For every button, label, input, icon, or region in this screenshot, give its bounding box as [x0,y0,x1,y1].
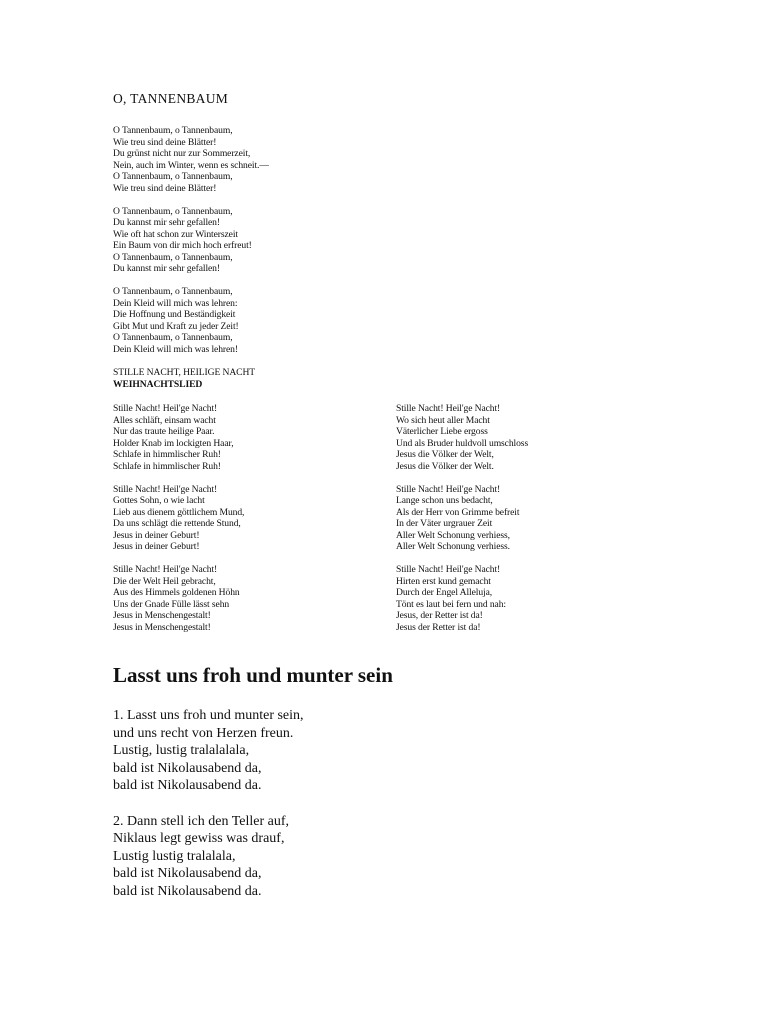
lyric-line: Du kannst mir sehr gefallen! [113,217,220,228]
lyric-line: und uns recht von Herzen freun. [113,725,294,741]
lyric-line: Stille Nacht! Heil'ge Nacht! [113,403,218,414]
lyric-line: Hirten erst kund gemacht [396,575,491,587]
lyric-line: Stille Nacht! Heil'ge Nacht! [396,564,501,575]
song-title-stille-nacht: STILLE NACHT, HEILIGE NACHT [113,367,256,378]
lyric-line: Durch der Engel Alleluja, [396,587,493,598]
lyric-line: Lieb aus dienem göttlichem Mund, [113,506,245,518]
lyric-line: Väterlicher Liebe ergoss [396,426,488,437]
froh-und-munter-lyrics [113,707,304,918]
lyric-line: Dein Kleid will mich was lehren! [113,343,238,355]
lyric-line: Gottes Sohn, o wie lacht [113,495,205,506]
stanza-4 [396,403,656,472]
lyric-line: Lustig, lustig tralalalala, [113,743,250,759]
stille-nacht-left-column [113,403,373,645]
song-subtitle: WEIHNACHTSLIED [113,378,203,390]
lyric-line: Tönt es laut bei fern und nah: [396,598,506,610]
lyric-line: Als der Herr von Grimme befreit [396,506,520,518]
lyric-line: Nein, auch im Winter, wenn es schneit.— [113,159,269,171]
stanza-2 [113,813,304,901]
lyric-line: Aller Welt Schonung verhiess, [396,529,510,541]
stanza-1 [113,125,269,194]
lyric-line: Du grünst nicht nur zur Sommerzeit, [113,148,251,159]
lyric-line: Ein Baum von dir mich hoch erfreut! [113,240,252,251]
lyric-line: Alles schläft, einsam wacht [113,414,216,426]
stanza-6 [396,564,656,633]
lyric-line: Lange schon uns bedacht, [396,495,493,506]
lyric-line: Aus des Himmels goldenen Höhn [113,587,240,598]
lyric-line: Jesus in Menschengestalt! [113,621,211,633]
lyric-line: Dein Kleid will mich was lehren: [113,297,238,309]
lyric-line: 1. Lasst uns froh und munter sein, [113,708,304,723]
stanza-2 [113,206,269,275]
lyric-line: Jesus die Völker der Welt. [396,460,494,472]
lyric-line: Wo sich heut aller Macht [396,414,490,426]
lyric-line: Jesus die Völker der Welt, [396,449,494,460]
lyric-line: O Tannenbaum, o Tannenbaum, [113,205,233,217]
lyric-line: Schlafe in himmlischer Ruh! [113,460,221,472]
lyric-line: Stille Nacht! Heil'ge Nacht! [113,483,218,495]
lyric-line: O Tannenbaum, o Tannenbaum, [113,286,233,297]
stanza-3 [113,286,269,355]
stanza-1 [113,403,373,472]
lyric-line: bald ist Nikolausabend da. [113,883,262,899]
lyric-line: Wie treu sind deine Blätter! [113,136,217,148]
lyric-line: Jesus in deiner Geburt! [113,529,200,541]
lyric-line: In der Väter urgrauer Zeit [396,518,493,529]
lyric-line: O Tannenbaum, o Tannenbaum, [113,332,233,343]
lyric-line: bald ist Nikolausabend da, [113,866,262,882]
stanza-3 [113,564,373,633]
lyric-line: Stille Nacht! Heil'ge Nacht! [113,564,218,575]
lyric-line: Jesus, der Retter ist da! [396,610,483,621]
lyric-line: Lustig lustig tralalala, [113,848,236,864]
lyric-line: Holder Knab im lockigten Haar, [113,437,234,449]
lyric-line: Die Hoffnung und Beständigkeit [113,309,236,320]
lyric-line: Niklaus legt gewiss was drauf, [113,831,285,847]
lyric-line: O Tannenbaum, o Tannenbaum, [113,251,233,263]
stanza-1 [113,707,304,795]
lyric-line: O Tannenbaum, o Tannenbaum, [113,125,233,136]
lyric-line: Du kannst mir sehr gefallen! [113,263,220,274]
lyric-line: Wie oft hat schon zur Winterszeit [113,228,238,240]
lyric-line: bald ist Nikolausabend da. [113,778,262,794]
stille-nacht-heading [113,367,255,390]
lyric-line: Stille Nacht! Heil'ge Nacht! [396,483,501,495]
lyric-line: Schlafe in himmlischer Ruh! [113,449,221,460]
lyric-line: Wie treu sind deine Blätter! [113,182,217,194]
stanza-5 [396,484,656,553]
lyric-line: Jesus in Menschengestalt! [113,610,211,621]
stanza-2 [113,484,373,553]
song-title-tannenbaum: O, TANNENBAUM [113,91,229,106]
lyric-line: Uns der Gnade Fülle lässt sehn [113,598,230,610]
tannenbaum-lyrics [113,125,269,367]
lyric-line: Jesus der Retter ist da! [396,621,481,633]
song-title-froh-und-munter: Lasst uns froh und munter sein [113,663,393,687]
lyric-line: Nur das traute heilige Paar. [113,426,215,437]
lyric-line: Gibt Mut und Kraft zu jeder Zeit! [113,320,239,332]
lyric-line: Die der Welt Heil gebracht, [113,575,216,587]
stille-nacht-right-column [396,403,656,645]
lyric-line: Da uns schlägt die rettende Stund, [113,518,241,529]
lyric-line: O Tannenbaum, o Tannenbaum, [113,171,233,182]
lyric-line: Aller Welt Schonung verhiess. [396,541,510,552]
lyric-line: Jesus in deiner Geburt! [113,541,200,552]
lyric-line: Stille Nacht! Heil'ge Nacht! [396,403,501,414]
lyric-line: Und als Bruder huldvoll umschloss [396,437,529,449]
lyric-line: 2. Dann stell ich den Teller auf, [113,813,290,829]
lyric-line: bald ist Nikolausabend da, [113,760,262,776]
